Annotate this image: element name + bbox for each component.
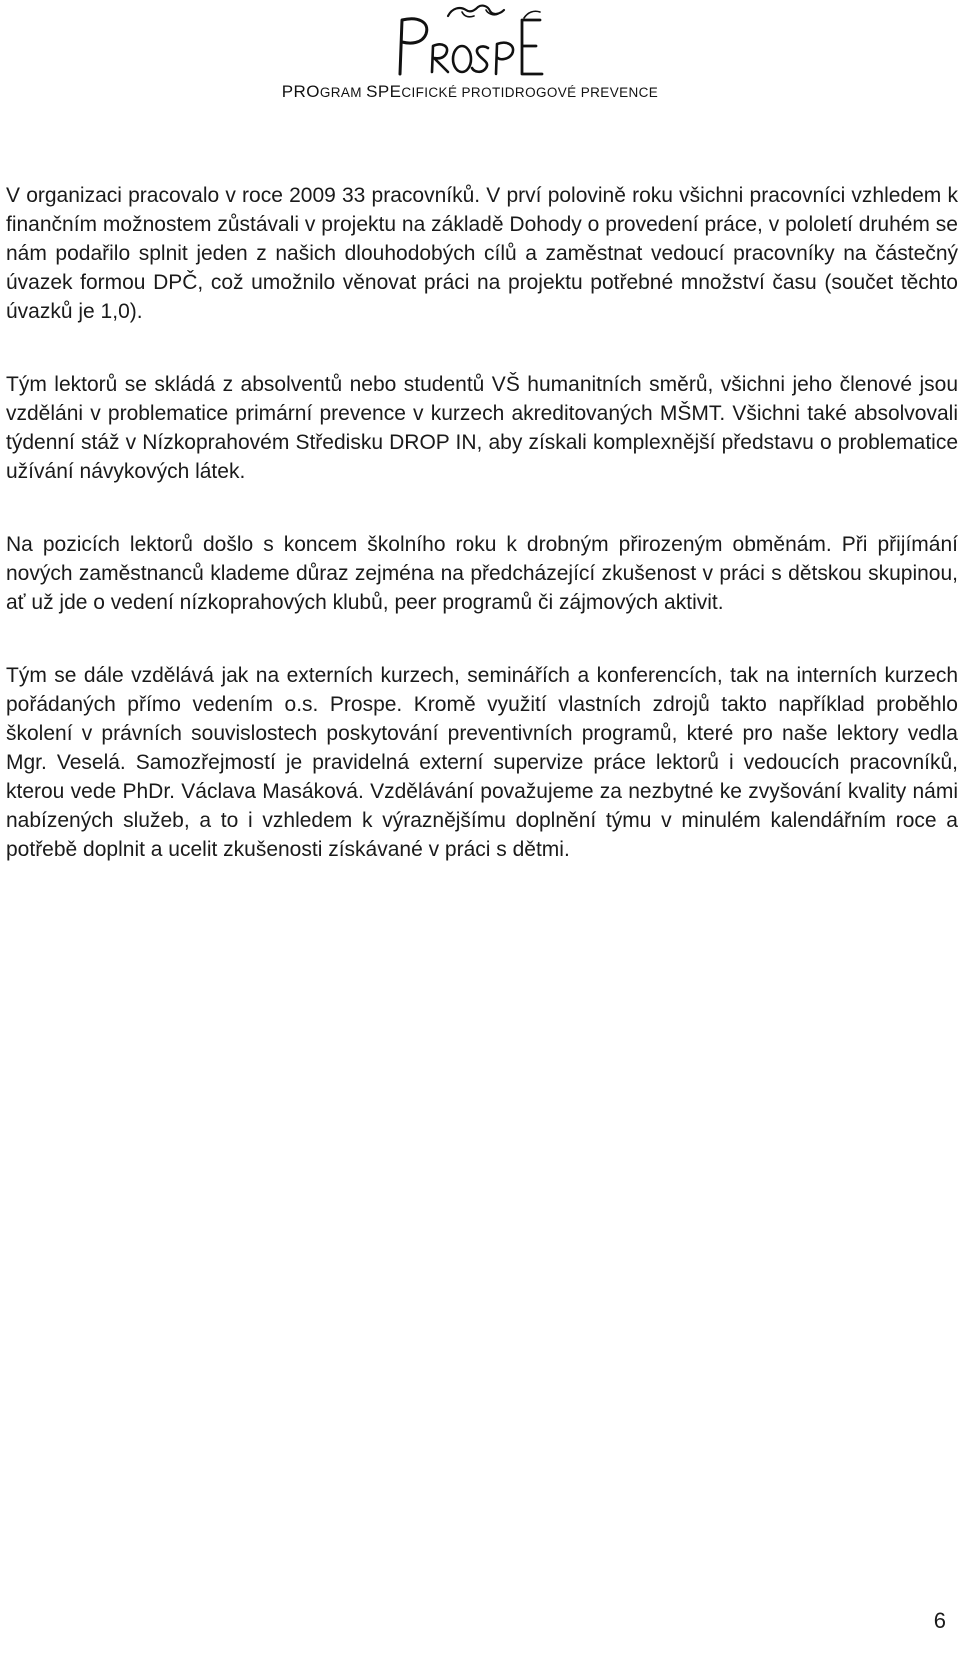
paragraph-staff-count: V organizaci pracovalo v roce 2009 33 pracovníků. V prví polovině roku všichni pracovníci vzhledem k finančním možnostem zůstávali v projektu na základě Dohody o provedení práce, v pololetí druhém se nám podařilo splnit jeden z našich dlouhodobých cílů a zaměstnat vedoucí pracovníky na částečný úvazek formou DPČ, což umožnilo věnovat práci na projektu potřebné množství času (součet těchto úvazků je 1,0). [6, 184, 958, 323]
tagline-part-2: GRAM [319, 85, 367, 100]
paragraph-lecturer-team: Tým lektorů se skládá z absolventů nebo studentů VŠ humanitních směrů, všichni jeho členové jsou vzděláni v problematice primární prevence v kurzech akreditovaných MŠMT. Všichni také absolvovali týdenní stáž v Nízkoprahovém Středisku DROP IN, aby získali komplexnější představu o problematice užívání návykových látek. [6, 373, 958, 483]
page-number: 6 [933, 1608, 946, 1633]
program-tagline [230, 82, 710, 102]
tagline-part-4: CIFICKÉ PROTIDROGOVÉ PREVENCE [401, 85, 659, 100]
tagline-part-3: SPE [366, 82, 402, 101]
paragraph-team-education: Tým se dále vzdělává jak na externích kurzech, seminářích a konferencích, tak na interních kurzech pořádaných přímo vedením o.s. Prospe. Kromě využití vlastních zdrojů takto například proběhlo školení v právních souvislostech poskytování preventivních programů, které pro naše lektory vedla Mgr. Veselá. Samozřejmostí je pravidelná externí supervize práce lektorů i vedoucích pracovníků, kterou vede PhDr. Václava Masáková. Vzdělávání považujeme za nezbytné ke zvyšování kvality námi nabízených služeb, a to i vzhledem k výraznějšímu doplnění týmu v minulém kalendářním roce a potřebě doplnit a ucelit zkušenosti získávané v práci s dětmi. [6, 664, 958, 861]
page-header [230, 0, 710, 112]
document-body [6, 181, 958, 864]
tagline-part-1: PRO [281, 82, 320, 101]
paragraph-lecturer-changes: Na pozicích lektorů došlo s koncem školního roku k drobným přirozeným obměnám. Při přijímání nových zaměstnanců klademe důraz zejména na předcházející zkušenost v práci s dětskou skupinou, ať už jde o vedení nízkoprahových klubů, peer programů či zájmových aktivit. [6, 533, 958, 614]
prospe-logo [390, 2, 550, 78]
